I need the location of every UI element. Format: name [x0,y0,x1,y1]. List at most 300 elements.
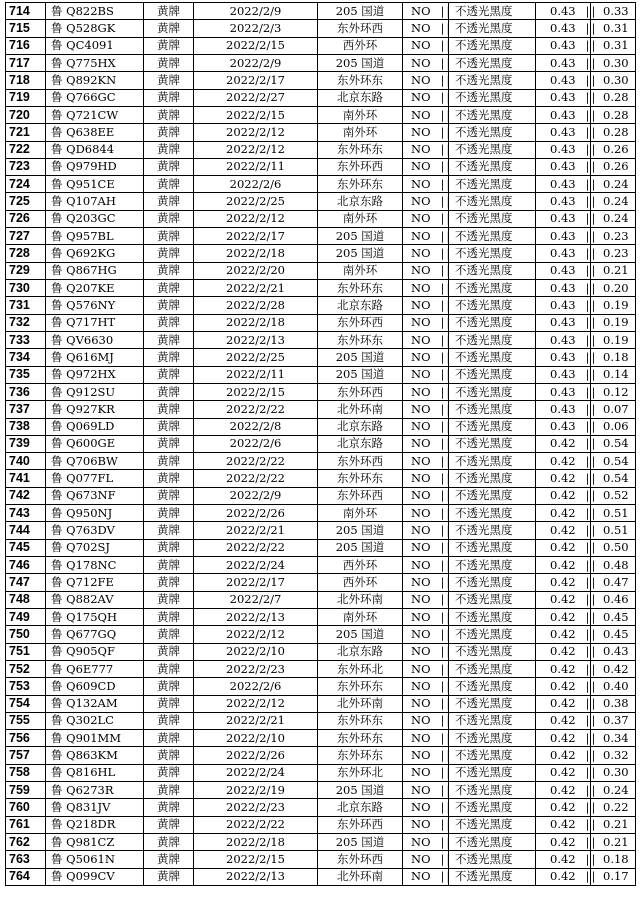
double-bar-separator: || [440,678,453,693]
result-flag-cell [403,626,453,643]
result-flag-text: NO [411,280,431,295]
plate-color-cell: 黄牌 [144,331,194,348]
test-item-cell: 不透光黑度 [449,210,536,227]
double-bar-separator: || [585,263,598,278]
result-flag-text: NO [411,713,431,728]
result-flag-text: NO [411,574,431,589]
double-bar-separator: || [585,626,598,641]
table-row [6,608,636,625]
result-flag-cell [403,816,453,833]
result-flag-text: NO [411,765,431,780]
result-flag-cell [403,3,453,20]
result-flag-text: NO [411,297,431,312]
value-2-cell: 0.24 [591,782,636,799]
double-bar-separator: || [585,730,598,745]
value-1-text: 0.42 [550,436,576,451]
double-bar-separator: || [585,471,598,486]
location-cell: 南外环 [318,608,403,625]
row-number-cell: 761 [6,816,46,833]
plate-color-cell: 黄牌 [144,158,194,175]
date-cell: 2022/2/12 [194,210,318,227]
result-flag-cell [403,834,453,851]
value-2-cell: 0.40 [591,678,636,695]
row-number-cell: 721 [6,124,46,141]
location-cell: 东外环西 [318,314,403,331]
result-flag-cell [403,557,453,574]
double-bar-separator: || [585,592,598,607]
location-cell: 205 国道 [318,539,403,556]
value-1-cell [536,522,598,539]
double-bar-separator: || [585,384,598,399]
location-cell: 东外环东 [318,141,403,158]
double-bar-separator: || [440,800,453,815]
value-2-cell: 0.23 [591,228,636,245]
result-flag-text: NO [411,194,431,209]
result-flag-cell [403,89,453,106]
row-number-cell: 723 [6,158,46,175]
result-flag-text: NO [411,730,431,745]
result-flag-text: NO [411,540,431,555]
plate-number-cell: 鲁 Q763DV [46,522,144,539]
value-1-text: 0.43 [550,194,576,209]
double-bar-separator: || [585,211,598,226]
test-item-cell: 不透光黑度 [449,574,536,591]
value-1-cell [536,591,598,608]
location-cell: 北外环南 [318,695,403,712]
table-row [6,176,636,193]
date-cell: 2022/2/6 [194,176,318,193]
value-1-text: 0.42 [550,869,576,884]
plate-number-cell: 鲁 QD6844 [46,141,144,158]
plate-color-cell: 黄牌 [144,124,194,141]
value-1-cell [536,574,598,591]
value-1-cell [536,366,598,383]
location-cell: 东外环东 [318,470,403,487]
date-cell: 2022/2/22 [194,816,318,833]
test-item-cell: 不透光黑度 [449,297,536,314]
table-row [6,280,636,297]
location-cell: 205 国道 [318,54,403,71]
value-2-cell: 0.21 [591,262,636,279]
result-flag-cell [403,228,453,245]
value-1-text: 0.43 [550,176,576,191]
value-1-text: 0.43 [550,280,576,295]
result-flag-text: NO [411,557,431,572]
double-bar-separator: || [585,748,598,763]
result-flag-cell [403,522,453,539]
location-cell: 205 国道 [318,366,403,383]
value-2-cell: 0.26 [591,141,636,158]
date-cell: 2022/2/9 [194,54,318,71]
double-bar-separator: || [440,228,453,243]
value-1-text: 0.42 [550,453,576,468]
double-bar-separator: || [440,384,453,399]
result-flag-cell [403,695,453,712]
value-1-cell [536,280,598,297]
result-flag-text: NO [411,626,431,641]
value-2-cell: 0.17 [591,868,636,885]
value-1-text: 0.42 [550,765,576,780]
plate-color-cell: 黄牌 [144,72,194,89]
value-2-cell: 0.28 [591,89,636,106]
double-bar-separator: || [440,505,453,520]
double-bar-separator: || [440,332,453,347]
date-cell: 2022/2/13 [194,331,318,348]
test-item-cell: 不透光黑度 [449,366,536,383]
value-2-cell: 0.46 [591,591,636,608]
location-cell: 东外环东 [318,72,403,89]
result-flag-cell [403,678,453,695]
result-flag-text: NO [411,38,431,53]
double-bar-separator: || [585,159,598,174]
test-item-cell: 不透光黑度 [449,539,536,556]
result-flag-cell [403,487,453,504]
plate-number-cell: 鲁 Q528GK [46,20,144,37]
location-cell: 西外环 [318,37,403,54]
value-2-cell: 0.22 [591,799,636,816]
plate-color-cell: 黄牌 [144,487,194,504]
plate-color-cell: 黄牌 [144,834,194,851]
double-bar-separator: || [440,626,453,641]
value-2-cell: 0.21 [591,834,636,851]
double-bar-separator: || [440,540,453,555]
location-cell: 205 国道 [318,834,403,851]
test-item-cell: 不透光黑度 [449,106,536,123]
location-cell: 205 国道 [318,522,403,539]
result-flag-text: NO [411,3,431,18]
location-cell: 北外环南 [318,401,403,418]
table-row [6,799,636,816]
value-1-cell [536,435,598,452]
location-cell: 北京东路 [318,297,403,314]
value-2-cell: 0.30 [591,54,636,71]
double-bar-separator: || [585,540,598,555]
plate-number-cell: 鲁 Q950NJ [46,505,144,522]
plate-color-cell: 黄牌 [144,349,194,366]
table-row [6,453,636,470]
date-cell: 2022/2/26 [194,505,318,522]
location-cell: 东外环西 [318,816,403,833]
plate-color-cell: 黄牌 [144,470,194,487]
table-row [6,331,636,348]
value-2-cell: 0.43 [591,643,636,660]
plate-number-cell: 鲁 Q717HT [46,314,144,331]
plate-color-cell: 黄牌 [144,522,194,539]
value-1-cell [536,210,598,227]
result-flag-cell [403,608,453,625]
value-1-cell [536,37,598,54]
value-2-cell: 0.45 [591,608,636,625]
plate-color-cell: 黄牌 [144,453,194,470]
result-flag-text: NO [411,55,431,70]
plate-number-cell: 鲁 Q979HD [46,158,144,175]
table-row [6,383,636,400]
plate-number-cell: 鲁 Q706BW [46,453,144,470]
date-cell: 2022/2/22 [194,401,318,418]
row-number-cell: 747 [6,574,46,591]
result-flag-cell [403,591,453,608]
table-row [6,591,636,608]
value-2-cell: 0.48 [591,557,636,574]
plate-number-cell: 鲁 Q775HX [46,54,144,71]
plate-number-cell: 鲁 Q972HX [46,366,144,383]
row-number-cell: 762 [6,834,46,851]
value-1-cell [536,608,598,625]
value-1-cell [536,747,598,764]
result-flag-text: NO [411,20,431,35]
row-number-cell: 757 [6,747,46,764]
value-2-cell: 0.21 [591,816,636,833]
double-bar-separator: || [585,765,598,780]
plate-number-cell: 鲁 Q638EE [46,124,144,141]
double-bar-separator: || [440,817,453,832]
result-flag-cell [403,366,453,383]
value-2-cell: 0.47 [591,574,636,591]
result-flag-text: NO [411,124,431,139]
row-number-cell: 724 [6,176,46,193]
plate-color-cell: 黄牌 [144,297,194,314]
test-item-cell: 不透光黑度 [449,20,536,37]
double-bar-separator: || [440,661,453,676]
test-item-cell: 不透光黑度 [449,747,536,764]
plate-number-cell: 鲁 Q831JV [46,799,144,816]
value-1-cell [536,245,598,262]
double-bar-separator: || [440,592,453,607]
plate-number-cell: 鲁 Q218DR [46,816,144,833]
double-bar-separator: || [585,297,598,312]
result-flag-cell [403,72,453,89]
location-cell: 北京东路 [318,193,403,210]
result-flag-cell [403,574,453,591]
row-number-cell: 726 [6,210,46,227]
date-cell: 2022/2/10 [194,643,318,660]
value-1-text: 0.42 [550,800,576,815]
date-cell: 2022/2/18 [194,245,318,262]
plate-number-cell: 鲁 Q677GQ [46,626,144,643]
row-number-cell: 734 [6,349,46,366]
value-1-cell [536,176,598,193]
row-number-cell: 717 [6,54,46,71]
result-flag-text: NO [411,246,431,261]
plate-number-cell: 鲁 Q702SJ [46,539,144,556]
table-row [6,782,636,799]
date-cell: 2022/2/10 [194,730,318,747]
table-row [6,158,636,175]
test-item-cell: 不透光黑度 [449,176,536,193]
double-bar-separator: || [585,315,598,330]
value-2-cell: 0.28 [591,124,636,141]
value-1-text: 0.42 [550,488,576,503]
test-item-cell: 不透光黑度 [449,730,536,747]
value-2-cell: 0.24 [591,210,636,227]
double-bar-separator: || [440,194,453,209]
value-2-cell: 0.54 [591,453,636,470]
plate-color-cell: 黄牌 [144,106,194,123]
result-flag-cell [403,643,453,660]
row-number-cell: 733 [6,331,46,348]
value-2-cell: 0.45 [591,626,636,643]
double-bar-separator: || [585,436,598,451]
date-cell: 2022/2/27 [194,89,318,106]
double-bar-separator: || [440,367,453,382]
result-flag-text: NO [411,453,431,468]
location-cell: 东外环北 [318,764,403,781]
value-1-cell [536,72,598,89]
plate-number-cell: 鲁 Q616MJ [46,349,144,366]
result-flag-cell [403,383,453,400]
value-1-text: 0.43 [550,3,576,18]
value-2-cell: 0.12 [591,383,636,400]
value-1-cell [536,124,598,141]
plate-number-cell: 鲁 Q957BL [46,228,144,245]
double-bar-separator: || [585,609,598,624]
plate-number-cell: 鲁 Q069LD [46,418,144,435]
location-cell: 北外环南 [318,591,403,608]
double-bar-separator: || [440,72,453,87]
test-item-cell: 不透光黑度 [449,764,536,781]
value-1-text: 0.43 [550,332,576,347]
location-cell: 205 国道 [318,626,403,643]
value-2-cell: 0.33 [591,3,636,20]
row-number-cell: 719 [6,89,46,106]
location-cell: 205 国道 [318,228,403,245]
date-cell: 2022/2/19 [194,782,318,799]
row-number-cell: 732 [6,314,46,331]
value-2-cell: 0.52 [591,487,636,504]
value-1-text: 0.42 [550,626,576,641]
plate-number-cell: 鲁 QC4091 [46,37,144,54]
table-row [6,106,636,123]
plate-number-cell: 鲁 Q721CW [46,106,144,123]
value-2-cell: 0.14 [591,366,636,383]
result-flag-cell [403,245,453,262]
result-flag-text: NO [411,159,431,174]
value-1-text: 0.42 [550,574,576,589]
double-bar-separator: || [440,38,453,53]
plate-color-cell: 黄牌 [144,591,194,608]
result-flag-text: NO [411,748,431,763]
location-cell: 东外环北 [318,660,403,677]
plate-number-cell: 鲁 Q107AH [46,193,144,210]
row-number-cell: 752 [6,660,46,677]
result-flag-cell [403,262,453,279]
result-flag-cell [403,193,453,210]
result-flag-cell [403,106,453,123]
table-row [6,747,636,764]
row-number-cell: 731 [6,297,46,314]
row-number-cell: 716 [6,37,46,54]
double-bar-separator: || [585,851,598,866]
double-bar-separator: || [440,730,453,745]
double-bar-separator: || [440,90,453,105]
plate-number-cell: 鲁 Q951CE [46,176,144,193]
result-flag-text: NO [411,211,431,226]
plate-number-cell: 鲁 Q178NC [46,557,144,574]
double-bar-separator: || [440,55,453,70]
test-item-cell: 不透光黑度 [449,782,536,799]
value-2-cell: 0.54 [591,435,636,452]
value-2-cell: 0.34 [591,730,636,747]
table-row [6,851,636,868]
plate-number-cell: 鲁 Q207KE [46,280,144,297]
table-row [6,643,636,660]
value-2-cell: 0.28 [591,106,636,123]
result-flag-text: NO [411,696,431,711]
date-cell: 2022/2/22 [194,470,318,487]
plate-number-cell: 鲁 Q576NY [46,297,144,314]
result-flag-text: NO [411,107,431,122]
double-bar-separator: || [585,574,598,589]
row-number-cell: 729 [6,262,46,279]
value-2-cell: 0.19 [591,314,636,331]
value-2-cell: 0.23 [591,245,636,262]
value-1-cell [536,193,598,210]
record-table-container [5,2,635,886]
result-flag-cell [403,435,453,452]
double-bar-separator: || [585,782,598,797]
double-bar-separator: || [440,107,453,122]
value-1-cell [536,228,598,245]
location-cell: 西外环 [318,574,403,591]
double-bar-separator: || [585,488,598,503]
test-item-cell: 不透光黑度 [449,124,536,141]
value-1-cell [536,834,598,851]
date-cell: 2022/2/12 [194,141,318,158]
value-1-text: 0.42 [550,730,576,745]
date-cell: 2022/2/24 [194,764,318,781]
value-1-text: 0.42 [550,696,576,711]
plate-color-cell: 黄牌 [144,280,194,297]
test-item-cell: 不透光黑度 [449,349,536,366]
test-item-cell: 不透光黑度 [449,141,536,158]
result-flag-cell [403,331,453,348]
location-cell: 西外环 [318,557,403,574]
plate-number-cell: 鲁 Q302LC [46,712,144,729]
double-bar-separator: || [440,574,453,589]
test-item-cell: 不透光黑度 [449,72,536,89]
date-cell: 2022/2/20 [194,262,318,279]
location-cell: 205 国道 [318,782,403,799]
table-row [6,539,636,556]
plate-color-cell: 黄牌 [144,764,194,781]
table-row [6,37,636,54]
value-2-cell: 0.54 [591,470,636,487]
result-flag-cell [403,314,453,331]
location-cell: 东外环东 [318,730,403,747]
value-1-cell [536,89,598,106]
value-2-cell: 0.42 [591,660,636,677]
test-item-cell: 不透光黑度 [449,331,536,348]
date-cell: 2022/2/12 [194,626,318,643]
plate-color-cell: 黄牌 [144,314,194,331]
double-bar-separator: || [440,834,453,849]
value-1-cell [536,401,598,418]
value-1-text: 0.42 [550,817,576,832]
date-cell: 2022/2/22 [194,539,318,556]
location-cell: 北京东路 [318,89,403,106]
table-row [6,557,636,574]
value-1-text: 0.43 [550,246,576,261]
value-2-cell: 0.30 [591,72,636,89]
test-item-cell: 不透光黑度 [449,314,536,331]
value-2-cell: 0.18 [591,851,636,868]
table-row [6,660,636,677]
test-item-cell: 不透光黑度 [449,660,536,677]
table-row [6,20,636,37]
table-row [6,868,636,885]
double-bar-separator: || [585,72,598,87]
double-bar-separator: || [440,748,453,763]
